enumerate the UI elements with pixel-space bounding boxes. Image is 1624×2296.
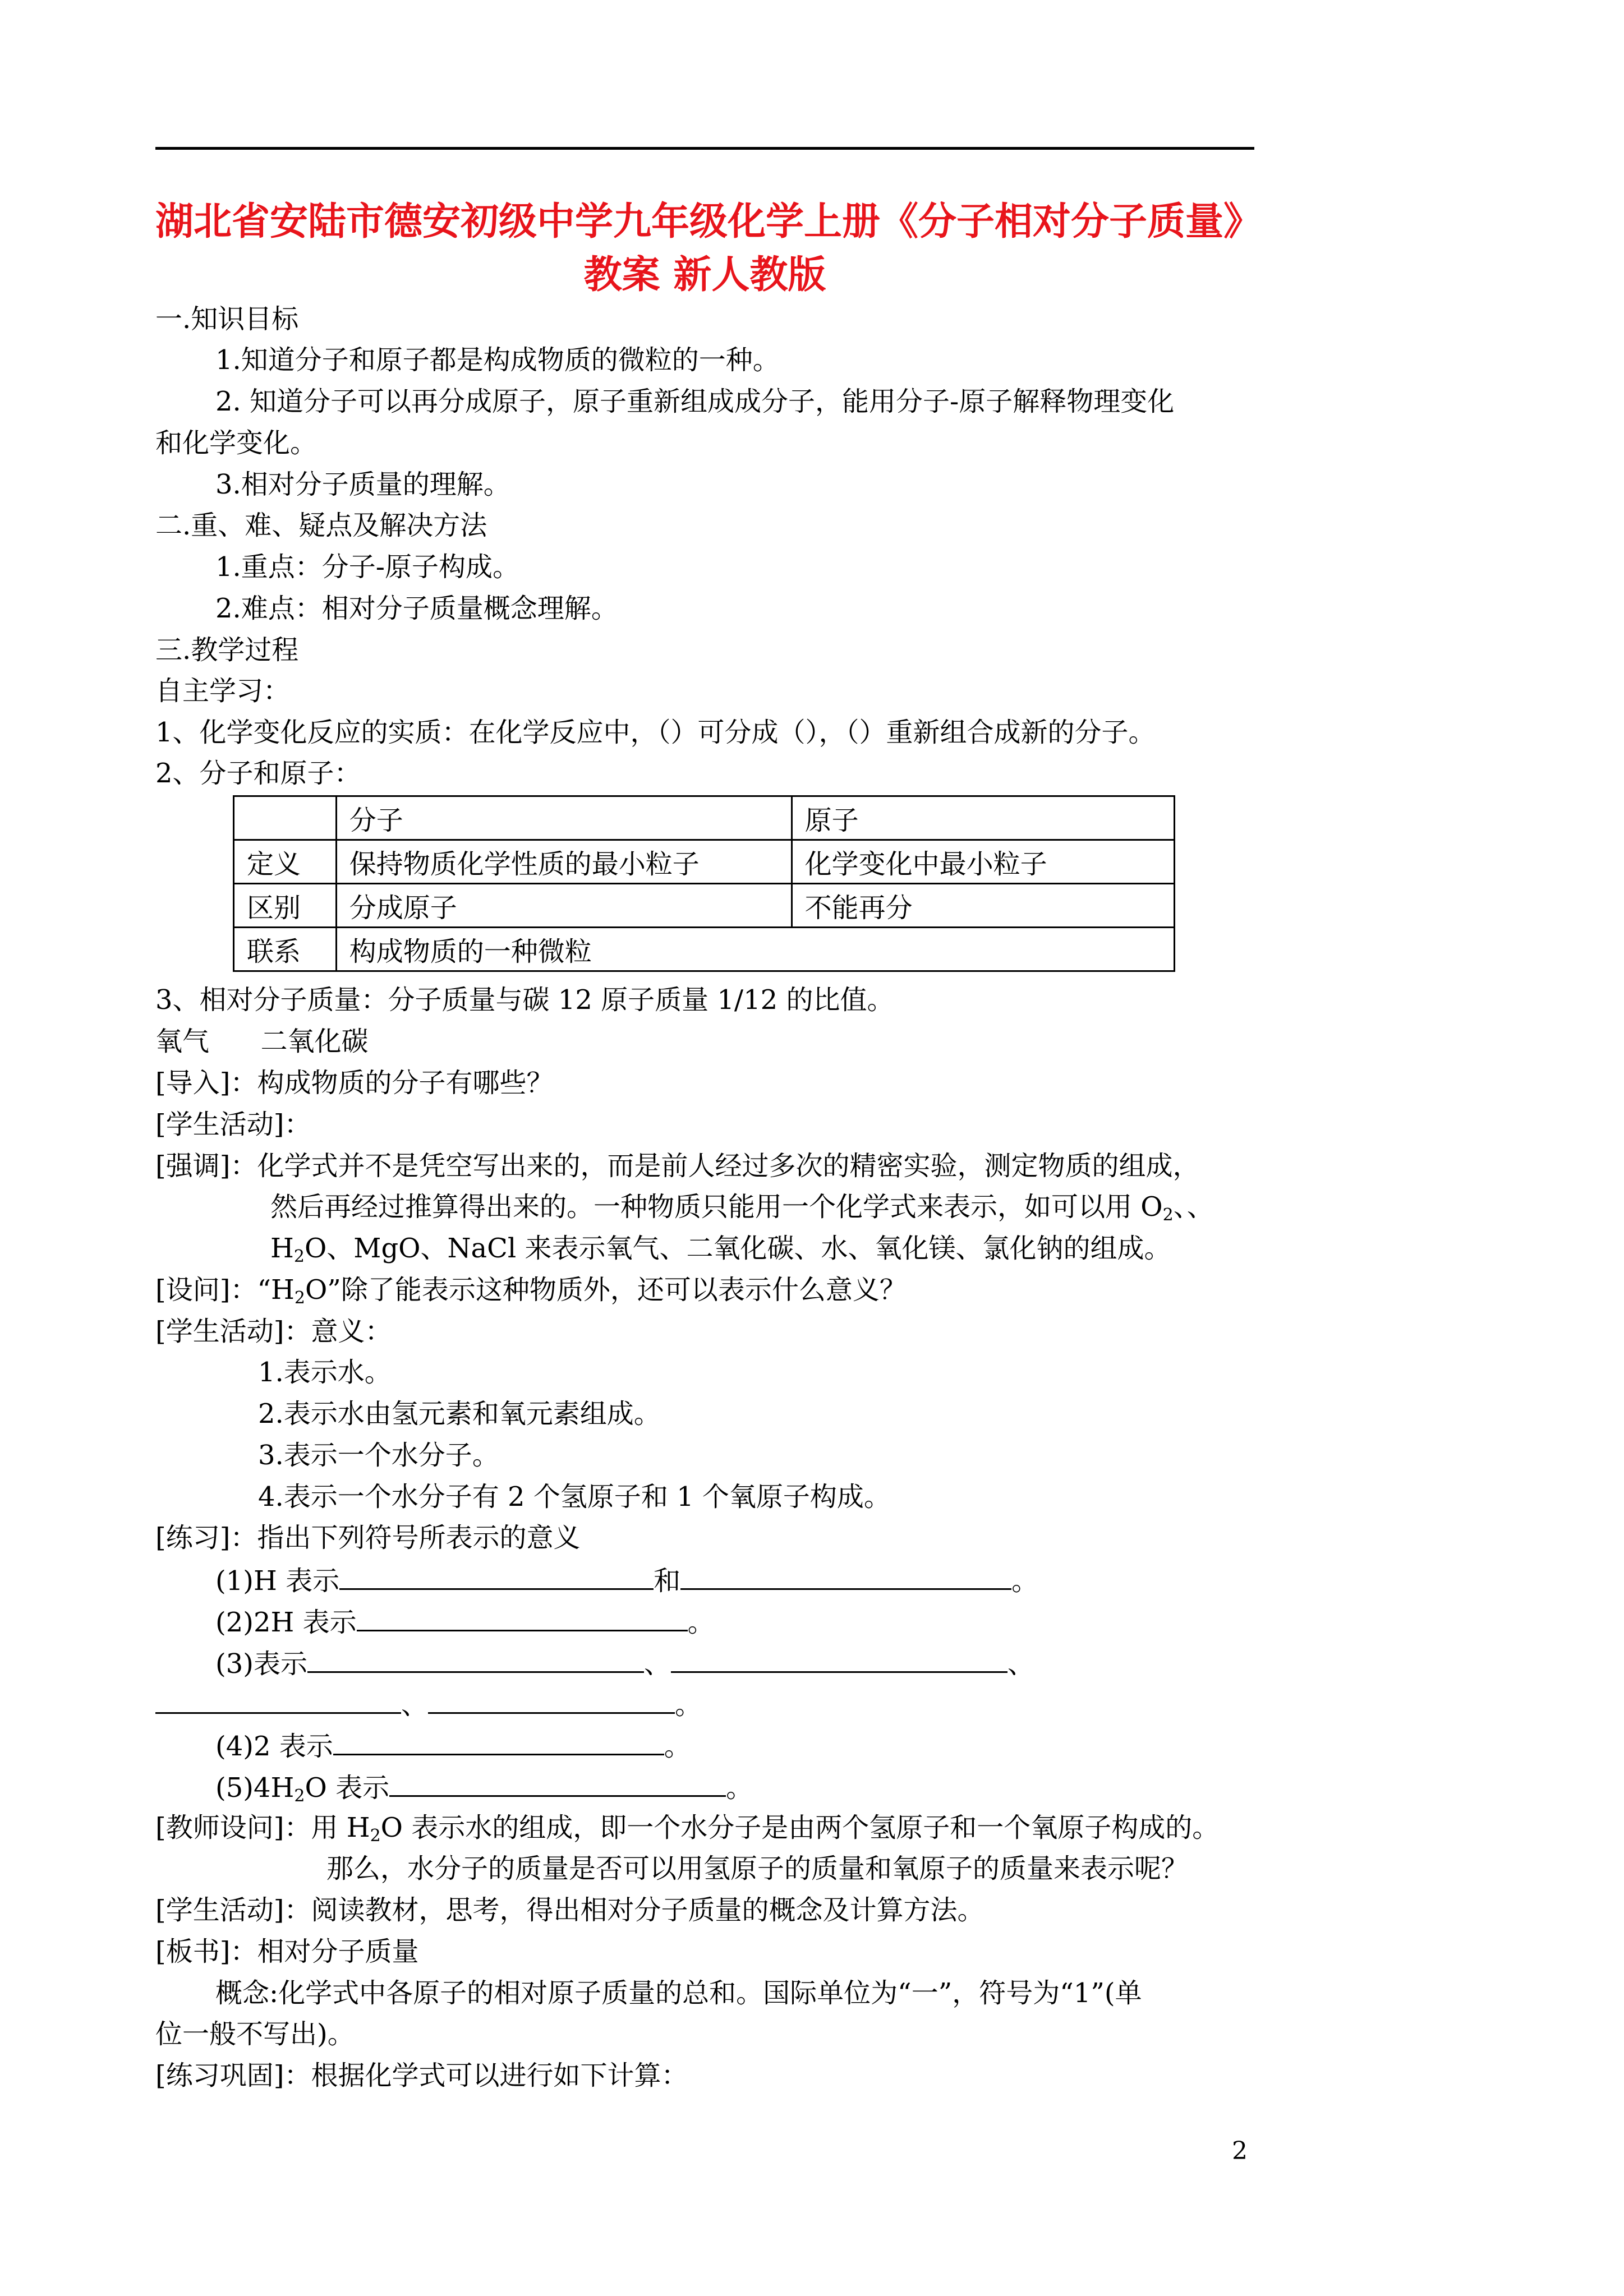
answer-blank[interactable] (307, 1645, 644, 1673)
table-row (234, 884, 1175, 928)
meaning-item-4: 4.表示一个水分子有 2 个氢原子和 1 个氧原子构成。 (258, 1481, 891, 1513)
page-number: 2 (1232, 2137, 1248, 2165)
consolidation-line: [练习巩固]：根据化学式可以进行如下计算： (155, 2060, 688, 2091)
document-title-line2: 教案 新人教版 (583, 252, 826, 297)
keypoint-item-1: 1.重点：分子-原子构成。 (215, 551, 520, 583)
table-cell (234, 796, 337, 840)
answer-blank[interactable] (333, 1728, 664, 1755)
answer-blank[interactable] (428, 1686, 675, 1714)
meaning-item-1: 1.表示水。 (258, 1357, 392, 1388)
question-2: 2、分子和原子： (155, 758, 361, 789)
question-3: 3、相对分子质量：分子质量与碳 12 原子质量 1/12 的比值。 (155, 984, 894, 1016)
table-cell: 保持物质化学性质的最小粒子 (336, 840, 792, 884)
section-heading-process: 三.教学过程 (155, 634, 299, 666)
answer-blank[interactable] (339, 1562, 654, 1590)
question-line: [设问]：“$H_2O$”除了能表示这种物质外，还可以表示什么意义？ (155, 1274, 907, 1308)
meaning-item-3: 3.表示一个水分子。 (258, 1440, 499, 1471)
objective-item-2: 2. 知道分子可以再分成原子，原子重新组成成分子，能用分子-原子解释物理变化 (215, 386, 1175, 417)
table-cell: 联系 (234, 928, 337, 971)
table-cell: 区别 (234, 884, 337, 928)
student-activity-2: [学生活动]：意义： (155, 1316, 392, 1347)
teacher-question-1: [教师设问]：用 $H_2O$ 表示水的组成，即一个水分子是由两个氢原子和一个氧原子构成的。 (155, 1812, 1220, 1846)
table-row (234, 840, 1175, 884)
table-header-row (234, 796, 1175, 840)
objective-item-2-cont: 和化学变化。 (155, 427, 318, 459)
practice-item-3-cont: 、 。 (155, 1686, 702, 1722)
concept-line-1: 概念:化学式中各原子的相对原子质量的总和。国际单位为“一”，符号为“1”(单 (215, 1977, 1142, 2009)
teacher-question-2: 那么，水分子的质量是否可以用氢原子的质量和氧原子的质量来表示呢？ (326, 1853, 1189, 1884)
examples-line: 氧气 二氧化碳 (155, 1026, 369, 1057)
meaning-item-2: 2.表示水由氢元素和氧元素组成。 (258, 1398, 661, 1430)
answer-blank[interactable] (155, 1686, 401, 1714)
keypoint-item-2: 2.难点：相对分子质量概念理解。 (215, 593, 618, 624)
student-activity-3: [学生活动]：阅读教材，思考，得出相对分子质量的概念及计算方法。 (155, 1894, 984, 1926)
table-cell: 分子 (336, 796, 792, 840)
practice-item-2: (2)2H 表示 。 (215, 1604, 715, 1639)
table-row (234, 928, 1175, 971)
section-heading-objectives: 一.知识目标 (155, 303, 299, 335)
answer-blank[interactable] (389, 1769, 726, 1797)
molecule-atom-table (233, 795, 1175, 972)
objective-item-3: 3.相对分子质量的理解。 (215, 469, 510, 500)
emphasis-line-1: [强调]：化学式并不是凭空写出来的，而是前人经过多次的精密实验，测定物质的组成， (155, 1150, 1200, 1182)
table-cell: 原子 (792, 796, 1174, 840)
practice-heading: [练习]：指出下列符号所表示的意义 (155, 1522, 581, 1553)
answer-blank[interactable] (680, 1562, 1011, 1590)
practice-item-4: (4)2 表示 。 (215, 1728, 691, 1763)
emphasis-line-2: 然后再经过推算得出来的。一种物质只能用一个化学式来表示，如可以用 $O_2$、、 (270, 1191, 1214, 1225)
document-title-line1: 湖北省安陆市德安初级中学九年级化学上册《分子相对分子质量》 (155, 199, 1262, 244)
practice-item-5: $(5)4H_2O$ 表示 。 (215, 1769, 753, 1805)
objective-item-1: 1.知道分子和原子都是构成物质的微粒的一种。 (215, 344, 780, 376)
table-cell: 定义 (234, 840, 337, 884)
header-rule (155, 147, 1254, 150)
intro-line: [导入]：构成物质的分子有哪些？ (155, 1067, 554, 1099)
table-cell: 构成物质的一种微粒 (336, 928, 1174, 971)
table-cell: 分成原子 (336, 884, 792, 928)
emphasis-line-3: $H_2O$、MgO、NaCl 来表示氧气、二氧化碳、水、氧化镁、氯化钠的组成。 (270, 1233, 1171, 1266)
table-cell: 不能再分 (792, 884, 1174, 928)
section-heading-keypoints: 二.重、难、疑点及解决方法 (155, 510, 487, 541)
practice-item-1: (1)H 表示 和 。 (215, 1562, 1038, 1598)
student-activity-1: [学生活动]： (155, 1109, 311, 1140)
table-cell: 化学变化中最小粒子 (792, 840, 1174, 884)
answer-blank[interactable] (671, 1645, 1007, 1673)
practice-item-3: (3)表示 、 、 (215, 1645, 1034, 1681)
self-study-label: 自主学习： (155, 675, 291, 707)
question-1: 1、化学变化反应的实质：在化学反应中，（）可分成（），（）重新组合成新的分子。 (155, 717, 1156, 748)
board-writing: [板书]：相对分子质量 (155, 1936, 419, 1967)
concept-line-2: 位一般不写出)。 (155, 2018, 355, 2050)
answer-blank[interactable] (357, 1604, 688, 1631)
